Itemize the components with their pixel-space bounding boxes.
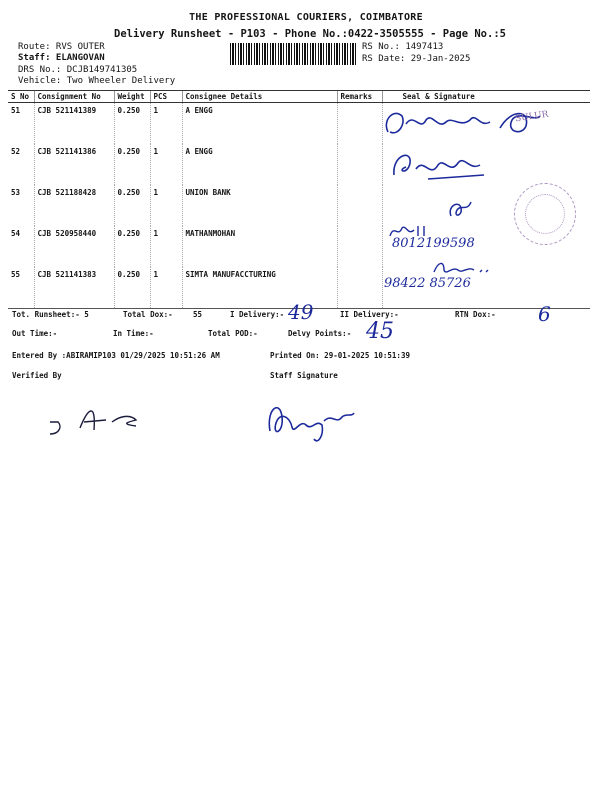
signature-row51-graphic	[380, 102, 570, 142]
col-consignee: Consignee Details	[182, 91, 337, 103]
drs-label: DRS No.: DCJB149741305	[18, 65, 138, 75]
col-pcs: PCS	[150, 91, 182, 103]
cell-remarks	[337, 103, 382, 145]
cell-remarks	[337, 267, 382, 309]
printed-on: Printed On: 29-01-2025 10:51:39	[270, 351, 410, 360]
out-time-label: Out Time:-	[12, 329, 58, 338]
cell-consignment: CJB 521188428	[34, 185, 114, 226]
phone-row55: 98422 85726	[384, 276, 471, 291]
cell-pcs: 1	[150, 185, 182, 226]
col-remarks: Remarks	[337, 91, 382, 103]
cell-consignment: CJB 521141383	[34, 267, 114, 309]
stamp-text: SULUR	[514, 109, 550, 125]
cell-sno: 53	[11, 188, 21, 197]
tot-runsheet: Tot. Runsheet:- 5	[12, 310, 89, 319]
signature-row53-graphic	[445, 196, 475, 222]
cell-weight: 0.250	[114, 267, 150, 309]
col-sno: S No	[8, 91, 34, 103]
runsheet-subtitle: Delivery Runsheet - P103 - Phone No.:0422-3505555 - Page No.:5	[114, 28, 506, 40]
col-consignment: Consignment No	[34, 91, 114, 103]
delvy-points-label: Delvy Points:-	[288, 329, 352, 338]
company-seal	[514, 183, 576, 245]
verified-by-label: Verified By	[12, 371, 62, 380]
phone-row54: 8012199598	[392, 236, 475, 251]
staff-signature-label: Staff Signature	[270, 371, 338, 380]
entered-by: Entered By :ABIRAMIP103 01/29/2025 10:51:26 AM	[12, 351, 220, 360]
cell-pcs: 1	[150, 144, 182, 185]
cell-consignment: CJB 521141389	[34, 103, 114, 145]
delvy-points-value: 45	[366, 319, 394, 344]
total-dox-label: Total Dox:-	[123, 310, 173, 319]
cell-remarks	[337, 144, 382, 185]
table-row	[8, 144, 590, 185]
col-seal-signature: Seal & Signature	[382, 91, 590, 103]
cell-consignee: A ENGG	[182, 144, 337, 185]
route-label: Route: RVS OUTER	[18, 42, 105, 52]
in-time-label: In Time:-	[113, 329, 154, 338]
cell-weight: 0.250	[114, 185, 150, 226]
cell-consignment: CJB 521141386	[34, 144, 114, 185]
vehicle-label: Vehicle: Two Wheeler Delivery	[18, 76, 176, 86]
rs-number: RS No.: 1497413	[362, 42, 444, 52]
cell-consignee: SIMTA MANUFACCTURING	[182, 267, 337, 309]
cell-weight: 0.250	[114, 226, 150, 267]
cell-pcs: 1	[150, 267, 182, 309]
total-pod-label: Total POD:-	[208, 329, 258, 338]
cell-consignee: MATHANMOHAN	[182, 226, 337, 267]
rtn-dox-value: 6	[538, 302, 551, 326]
cell-pcs: 1	[150, 226, 182, 267]
company-title: THE PROFESSIONAL COURIERS, COIMBATORE	[189, 12, 423, 23]
cell-consignee: UNION BANK	[182, 185, 337, 226]
cell-sno: 52	[11, 147, 21, 156]
signature-row52-graphic	[388, 145, 498, 185]
cell-sno: 54	[11, 229, 21, 238]
cell-sno: 55	[8, 267, 34, 309]
staff-signature-graphic	[262, 395, 362, 451]
cell-consignment: CJB 520958440	[34, 226, 114, 267]
col-weight: Weight	[114, 91, 150, 103]
i-delivery-label: I Delivery:-	[230, 310, 285, 319]
verifier-signature-graphic	[40, 400, 150, 440]
cell-weight: 0.250	[114, 144, 150, 185]
cell-remarks	[337, 185, 382, 226]
cell-remarks	[337, 226, 382, 267]
barcode	[230, 43, 356, 65]
staff-label: Staff: ELANGOVAN	[18, 53, 105, 63]
table-row	[8, 226, 590, 267]
cell-weight: 0.250	[114, 103, 150, 145]
i-delivery-value: 49	[288, 300, 314, 324]
signature-row55-graphic	[430, 258, 490, 278]
table-row	[8, 185, 590, 226]
ii-delivery-label: II Delivery:-	[340, 310, 399, 319]
cell-sno: 51	[11, 106, 21, 115]
cell-consignee: A ENGG	[182, 103, 337, 145]
total-dox-value: 55	[193, 310, 203, 319]
table-header-row	[8, 91, 590, 103]
rs-date: RS Date: 29-Jan-2025	[362, 54, 471, 64]
rtn-dox-label: RTN Dox:-	[455, 310, 496, 319]
cell-pcs: 1	[150, 103, 182, 145]
